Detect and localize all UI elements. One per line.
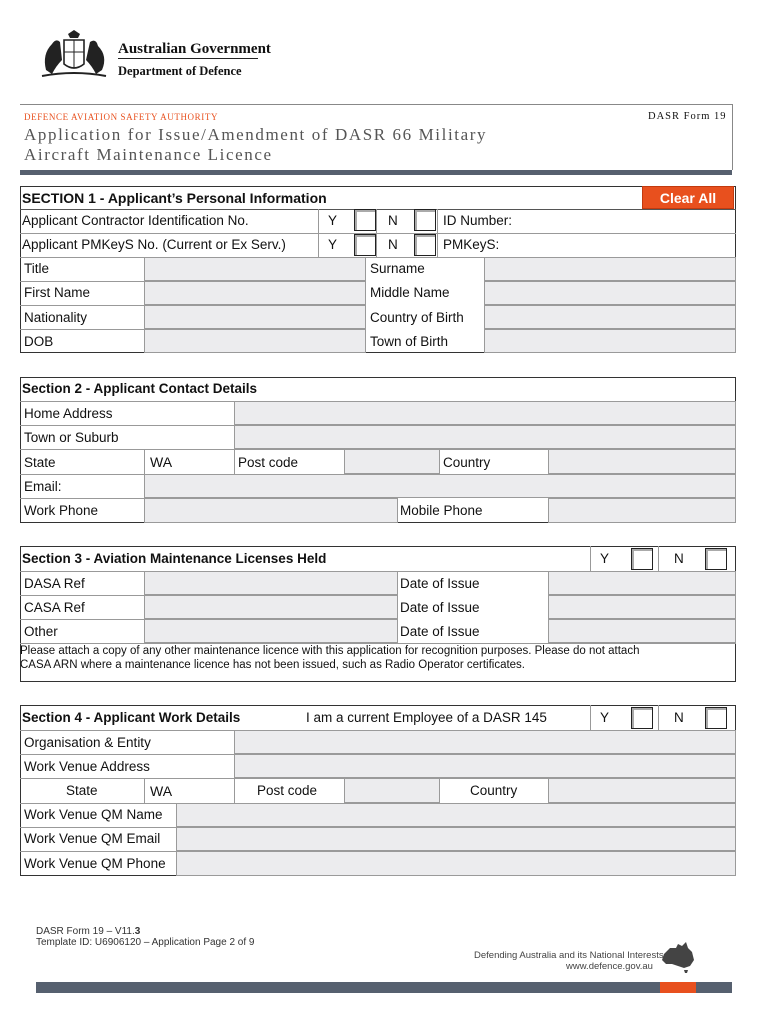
footer-bar	[36, 982, 732, 993]
section4-n-checkbox[interactable]	[705, 707, 727, 729]
coat-of-arms-icon	[38, 30, 110, 82]
town-field[interactable]	[234, 425, 736, 449]
divider	[20, 209, 736, 210]
divider	[20, 425, 234, 426]
other-field[interactable]	[144, 619, 398, 643]
form-code: DASR Form 19	[648, 111, 727, 122]
org-label: Organisation & Entity	[24, 735, 151, 750]
home-address-field[interactable]	[234, 401, 736, 425]
middle-name-label: Middle Name	[370, 285, 450, 300]
clear-all-button[interactable]: Clear All	[642, 186, 734, 209]
divider	[20, 329, 144, 330]
dasa-date-label: Date of Issue	[400, 576, 480, 591]
footer-url: www.defence.gov.au	[566, 961, 653, 972]
nationality-field[interactable]	[144, 305, 366, 329]
section4-n: N	[674, 710, 684, 725]
header-divider	[118, 58, 258, 59]
divider	[658, 705, 659, 730]
qm-phone-label: Work Venue QM Phone	[24, 856, 166, 871]
casa-ref-label: CASA Ref	[24, 600, 85, 615]
page-title-line1: Application for Issue/Amendment of DASR 66 Military	[24, 125, 488, 144]
venue-country-label: Country	[470, 783, 518, 798]
section3-title: Section 3 - Aviation Maintenance Licenses Held	[22, 551, 327, 566]
mobile-phone-label: Mobile Phone	[400, 503, 483, 518]
contractor-label: Applicant Contractor Identification No.	[22, 213, 249, 228]
surname-field[interactable]	[484, 257, 736, 281]
dept-name: Department of Defence	[118, 64, 242, 78]
state-label: State	[24, 455, 56, 470]
title-label: Title	[24, 261, 50, 276]
work-phone-field[interactable]	[144, 498, 398, 523]
footer-accent-bar	[660, 982, 696, 993]
section3-note-line2: CASA ARN where a maintenance licence has not been issued, such as Radio Operator certificates.	[20, 659, 525, 671]
first-name-field[interactable]	[144, 281, 366, 305]
divider	[20, 827, 176, 828]
divider	[20, 595, 144, 596]
pmkeys-y: Y	[328, 237, 338, 252]
employee-question: I am a current Employee of a DASR 145	[306, 710, 547, 725]
venue-post-code-label: Post code	[257, 783, 318, 798]
post-code-field[interactable]	[344, 449, 440, 474]
divider	[20, 498, 144, 499]
casa-date-label: Date of Issue	[400, 600, 480, 615]
form-version-bold: 3	[134, 926, 141, 937]
state-value[interactable]: WA	[150, 454, 173, 470]
casa-ref-field[interactable]	[144, 595, 398, 619]
id-number-label: ID Number:	[443, 213, 513, 228]
divider	[234, 778, 235, 803]
middle-name-field[interactable]	[484, 281, 736, 305]
divider	[20, 619, 144, 620]
pmkeys-label: Applicant PMKeyS No. (Current or Ex Serv.)	[22, 237, 286, 252]
town-birth-label: Town of Birth	[370, 334, 449, 349]
mobile-phone-field[interactable]	[548, 498, 736, 523]
title-field[interactable]	[144, 257, 366, 281]
form-version-text: DASR Form 19 – V11.	[36, 926, 135, 937]
divider	[234, 449, 235, 474]
qm-phone-field[interactable]	[176, 851, 736, 876]
qm-name-label: Work Venue QM Name	[24, 807, 163, 822]
section3-y-checkbox[interactable]	[631, 548, 653, 570]
work-phone-label: Work Phone	[24, 503, 99, 518]
section4-title: Section 4 - Applicant Work Details	[22, 710, 241, 725]
country-birth-label: Country of Birth	[370, 310, 464, 325]
divider	[20, 233, 736, 234]
contractor-y: Y	[328, 213, 338, 228]
title-bar	[20, 170, 732, 175]
section4-y: Y	[600, 710, 610, 725]
section2-title: Section 2 - Applicant Contact Details	[22, 381, 258, 396]
venue-post-code-field[interactable]	[344, 778, 440, 803]
header-right-border	[732, 104, 733, 170]
dob-field[interactable]	[144, 329, 366, 353]
surname-label: Surname	[370, 261, 425, 276]
dasa-ref-field[interactable]	[144, 571, 398, 595]
section3-n: N	[674, 551, 684, 566]
other-date-label: Date of Issue	[400, 624, 480, 639]
qm-email-field[interactable]	[176, 827, 736, 851]
org-field[interactable]	[234, 730, 736, 754]
section3-n-checkbox[interactable]	[705, 548, 727, 570]
section3-note-line1: Please attach a copy of any other maintenance licence with this application for recognition purposes. Please do not attach	[20, 645, 640, 657]
contractor-n-checkbox[interactable]	[414, 209, 436, 231]
email-field[interactable]	[144, 474, 736, 498]
template-id: Template ID: U6906120 – Application Page 2 of 9	[36, 937, 255, 948]
pmkeys-y-checkbox[interactable]	[354, 234, 376, 256]
other-label: Other	[24, 624, 58, 639]
page-title-line2: Aircraft Maintenance Licence	[24, 145, 273, 164]
gov-name: Australian Government	[118, 41, 271, 57]
country-label: Country	[443, 455, 491, 470]
dasa-ref-label: DASA Ref	[24, 576, 85, 591]
venue-address-field[interactable]	[234, 754, 736, 778]
qm-name-field[interactable]	[176, 803, 736, 827]
contractor-y-checkbox[interactable]	[354, 209, 376, 231]
contractor-n: N	[388, 213, 398, 228]
venue-country-field[interactable]	[548, 778, 736, 803]
divider	[658, 546, 659, 571]
footer-tagline: Defending Australia and its National Interests	[474, 950, 664, 961]
country-field[interactable]	[548, 449, 736, 474]
divider	[20, 281, 144, 282]
pmkeys-n-checkbox[interactable]	[414, 234, 436, 256]
nationality-label: Nationality	[24, 310, 88, 325]
qm-email-label: Work Venue QM Email	[24, 831, 161, 846]
dob-label: DOB	[24, 334, 54, 349]
pmkeys-n: N	[388, 237, 398, 252]
australia-map-icon	[658, 940, 698, 974]
top-rule	[20, 104, 732, 105]
divider	[144, 778, 145, 803]
post-code-label: Post code	[238, 455, 299, 470]
divider	[590, 546, 591, 571]
venue-state-value[interactable]: WA	[150, 783, 173, 799]
home-address-label: Home Address	[24, 406, 113, 421]
divider	[144, 449, 145, 474]
town-label: Town or Suburb	[24, 430, 119, 445]
dasa-date-field[interactable]	[548, 571, 736, 595]
divider	[590, 705, 591, 730]
authority-label: DEFENCE AVIATION SAFETY AUTHORITY	[24, 112, 219, 122]
first-name-label: First Name	[24, 285, 91, 300]
divider	[20, 754, 234, 755]
town-birth-field[interactable]	[484, 329, 736, 353]
divider	[20, 305, 144, 306]
section1-title: SECTION 1 - Applicant’s Personal Information	[22, 190, 327, 206]
section3-y: Y	[600, 551, 610, 566]
other-date-field[interactable]	[548, 619, 736, 643]
venue-state-label: State	[66, 783, 98, 798]
pmkeys-field-label: PMKeyS:	[443, 237, 500, 252]
country-birth-field[interactable]	[484, 305, 736, 329]
casa-date-field[interactable]	[548, 595, 736, 619]
section4-y-checkbox[interactable]	[631, 707, 653, 729]
venue-address-label: Work Venue Address	[24, 759, 150, 774]
email-label: Email:	[24, 479, 62, 494]
divider	[20, 851, 176, 852]
